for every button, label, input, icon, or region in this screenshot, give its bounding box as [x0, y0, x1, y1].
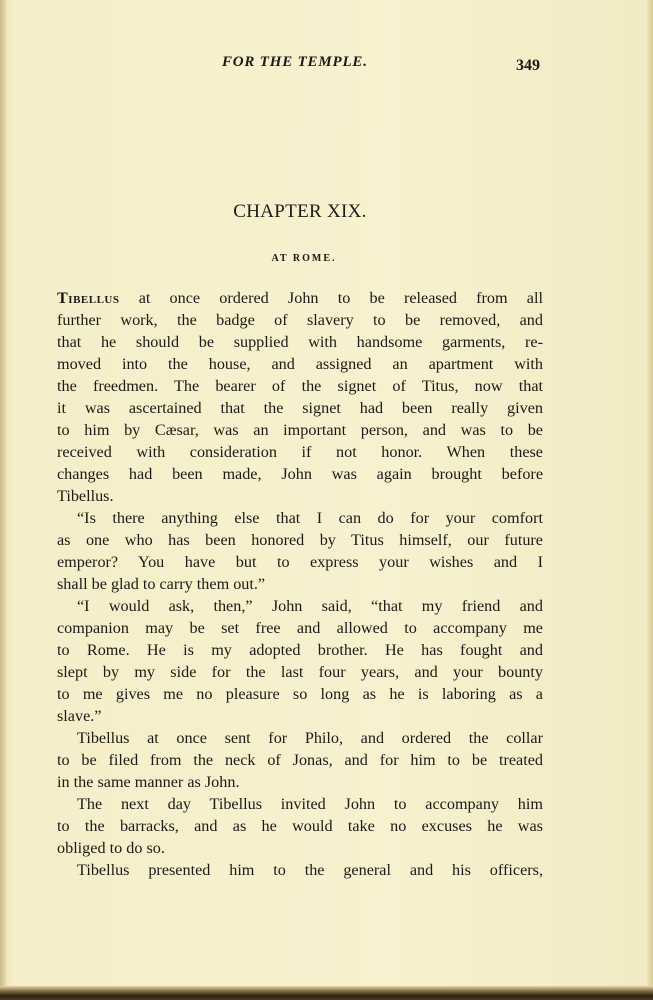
text-line: Tibellus presented him to the general and his officers, — [77, 861, 543, 879]
chapter-subtitle: AT ROME. — [271, 253, 337, 264]
text-line: the freedmen. The bearer of the signet of Titus, now that — [57, 377, 543, 395]
drop-name: Tibellus — [57, 289, 120, 307]
text-line: moved into the house, and assigned an apartment with — [57, 355, 543, 373]
text-line: that he should be supplied with handsome garments, re- — [57, 333, 543, 351]
text-line: in the same manner as John. — [57, 773, 240, 791]
text-line: to the barracks, and as he would take no excuses he was — [57, 817, 543, 835]
text-line: to be filed from the neck of Jonas, and for him to be treated — [57, 751, 543, 769]
text-line: shall be glad to carry them out.” — [57, 575, 266, 593]
text-line: Tibellus. — [57, 487, 114, 505]
text-line: obliged to do so. — [57, 839, 165, 857]
body-text — [57, 287, 543, 881]
page-gutter — [0, 0, 6, 1000]
text-line: The next day Tibellus invited John to accompany him — [77, 795, 543, 813]
text-line: to him by Cæsar, was an important person, and was to be — [57, 421, 543, 439]
text-line: received with consideration if not honor. When these — [57, 443, 543, 461]
page-bottom-edge — [0, 986, 653, 1000]
text-line: “I would ask, then,” John said, “that my friend and — [77, 597, 543, 615]
text-line: further work, the badge of slavery to be removed, and — [57, 311, 543, 329]
text-line: as one who has been honored by Titus himself, our future — [57, 531, 543, 549]
text-line: emperor? You have but to express your wishes and I — [57, 553, 543, 571]
chapter-title: CHAPTER XIX. — [233, 201, 367, 222]
text-line: to me gives me no pleasure so long as he is laboring as a — [57, 685, 543, 703]
page-right-edge — [647, 0, 653, 1000]
text-line: slave.” — [57, 707, 102, 725]
text-line: slept by my side for the last four years, and your bounty — [57, 663, 543, 681]
text-line: “Is there anything else that I can do for your comfort — [77, 509, 543, 527]
page-number: 349 — [516, 57, 540, 74]
text-line: Tibellus at once sent for Philo, and ordered the collar — [77, 729, 543, 747]
text-line: changes had been made, John was again brought before — [57, 465, 543, 483]
text-line: companion may be set free and allowed to accompany me — [57, 619, 543, 637]
running-head: FOR THE TEMPLE. — [222, 54, 368, 70]
text-line: it was ascertained that the signet had been really given — [57, 399, 543, 417]
text-line: to Rome. He is my adopted brother. He has fought and — [57, 641, 543, 659]
text-line: Tibellus at once ordered John to be released from all — [57, 289, 543, 307]
